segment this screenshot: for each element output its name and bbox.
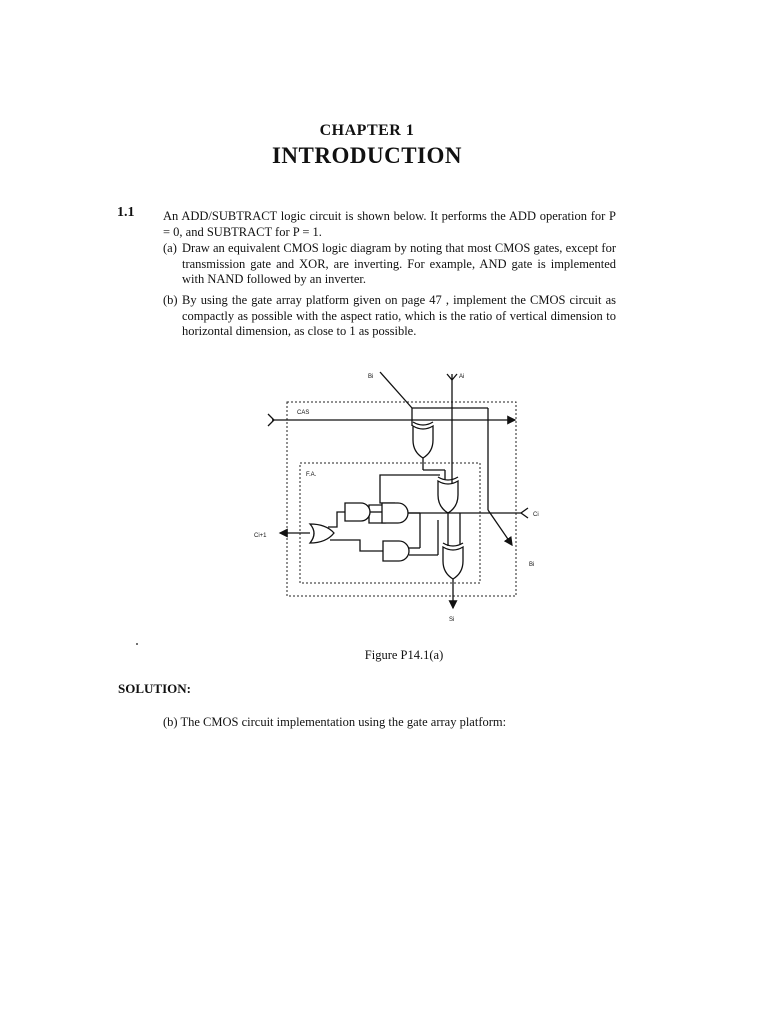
and-gate-lower bbox=[383, 541, 409, 561]
chapter-label: CHAPTER 1 bbox=[319, 122, 415, 139]
solution-part-b: (b) The CMOS circuit implementation using the gate array platform: bbox=[163, 715, 507, 729]
solution-heading: SOLUTION: bbox=[118, 681, 191, 696]
part-b-label: (b) bbox=[163, 293, 178, 307]
chapter-title: INTRODUCTION bbox=[271, 143, 463, 168]
problem-part-b bbox=[163, 293, 616, 340]
part-a-text: Draw an equivalent CMOS logic diagram by noting that most CMOS gates, except for transmission gate and XOR, are inverting. For example, AND gate is implemented with NAND followed by an inverter. bbox=[182, 241, 616, 286]
problem-part-a bbox=[163, 241, 616, 288]
bi-input-wire bbox=[380, 372, 412, 408]
stray-mark bbox=[136, 643, 138, 645]
fa-label: F.A. bbox=[306, 472, 317, 478]
part-b-text: By using the gate array platform given on page 47 , implement the CMOS circuit as compactly as possible with the aspect ratio, which is the ratio of vertical dimension to horizontal dimension, as close to 1 as possible. bbox=[182, 293, 616, 338]
problem-intro: An ADD/SUBTRACT logic circuit is shown below. It performs the ADD operation for P = 0, and SUBTRACT for P = 1. bbox=[163, 209, 616, 239]
part-a-label: (a) bbox=[163, 241, 177, 255]
ci1-label: Ci+1 bbox=[254, 533, 267, 539]
and-gate-middle bbox=[382, 503, 408, 523]
bi-output-label: Bi bbox=[529, 562, 535, 568]
ci-label: Ci bbox=[533, 512, 539, 518]
si-label: Si bbox=[449, 617, 455, 623]
ai-input-label: Ai bbox=[459, 374, 465, 380]
xor-gate-middle bbox=[438, 477, 458, 513]
xor-gate-top bbox=[413, 422, 433, 458]
figure-caption: Figure P14.1(a) bbox=[364, 648, 444, 662]
cas-box bbox=[287, 402, 516, 596]
cas-label: CAS bbox=[297, 410, 310, 416]
and-gate-left bbox=[345, 503, 370, 521]
circuit-diagram bbox=[250, 362, 560, 627]
problem-number: 1.1 bbox=[117, 205, 135, 220]
xor-gate-bottom bbox=[443, 543, 463, 579]
bi-input-label: Bi bbox=[368, 374, 374, 380]
